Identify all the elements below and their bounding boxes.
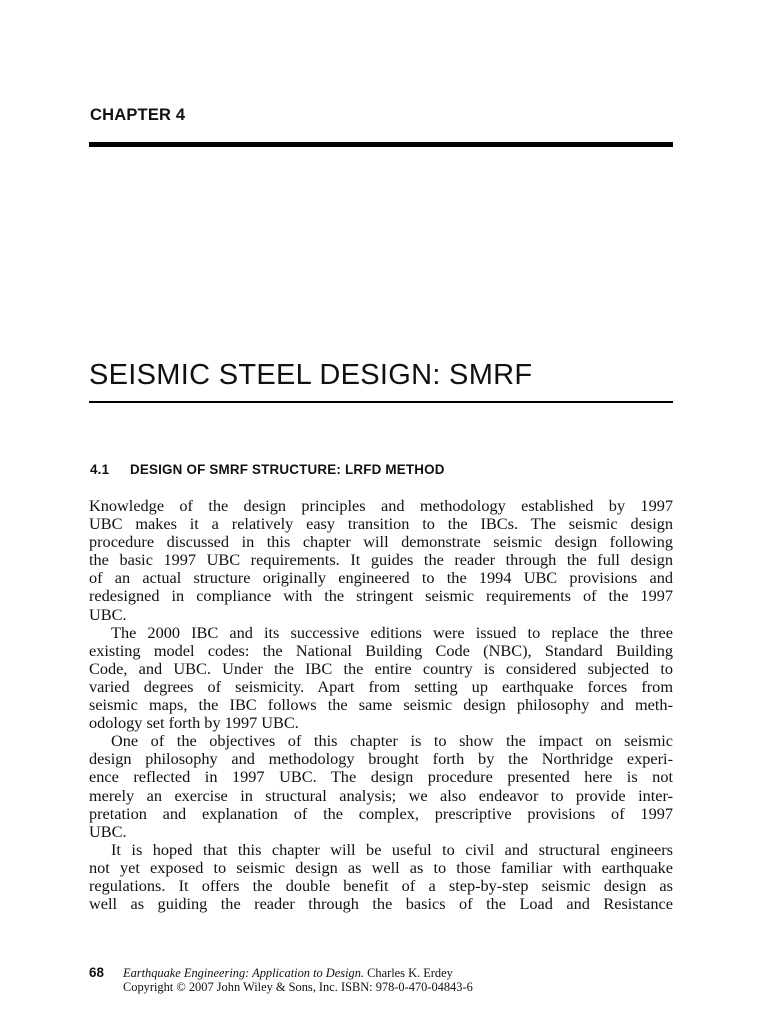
body-text — [89, 497, 673, 913]
body-line: redesigned in compliance with the stringent seismic requirements of the 1997 — [89, 586, 673, 606]
page-number: 68 — [89, 965, 104, 980]
chapter-label: CHAPTER 4 — [90, 106, 186, 124]
body-line: UBC. — [89, 821, 127, 841]
body-line: pretation and explanation of the complex, prescriptive provisions of 1997 — [89, 803, 673, 823]
section-number: 4.1 — [90, 462, 110, 477]
book-author: Charles K. Erdey — [367, 966, 453, 980]
body-line: UBC. — [89, 604, 127, 624]
body-line: seismic maps, the IBC follows the same seismic design philosophy and meth- — [89, 695, 673, 715]
citation-line — [123, 966, 453, 980]
body-line: One of the objectives of this chapter is to show the impact on seismic — [111, 731, 673, 751]
section-title: DESIGN OF SMRF STRUCTURE: LRFD METHOD — [130, 462, 445, 477]
body-line: of an actual structure originally engineered to the 1994 UBC provisions and — [89, 568, 673, 588]
body-line: design philosophy and methodology brought forth by the Northridge experi- — [89, 749, 673, 769]
body-line: not yet exposed to seismic design as well as to those familiar with earthquake — [89, 857, 673, 877]
body-line: existing model codes: the National Building Code (NBC), Standard Building — [89, 640, 673, 660]
body-line: well as guiding the reader through the basics of the Load and Resistance — [89, 894, 673, 914]
body-line: varied degrees of seismicity. Apart from setting up earthquake forces from — [89, 676, 673, 696]
body-line: odology set forth by 1997 UBC. — [89, 713, 299, 733]
body-line: ence reflected in 1997 UBC. The design procedure presented here is not — [89, 767, 673, 787]
body-line: the basic 1997 UBC requirements. It guides the reader through the full design — [89, 550, 673, 570]
copyright-line: Copyright © 2007 John Wiley & Sons, Inc. ISBN: 978-0-470-04843-6 — [123, 980, 473, 994]
body-line: It is hoped that this chapter will be useful to civil and structural engineers — [111, 839, 673, 859]
chapter-divider-thick — [89, 142, 673, 147]
body-line: procedure discussed in this chapter will demonstrate seismic design following — [89, 532, 673, 552]
chapter-divider-thin — [89, 401, 673, 403]
body-line: Knowledge of the design principles and methodology established by 1997 — [89, 496, 673, 515]
body-line: Code, and UBC. Under the IBC the entire country is considered subjected to — [89, 658, 673, 678]
body-line: The 2000 IBC and its successive editions were issued to replace the three — [111, 622, 673, 642]
body-line: UBC makes it a relatively easy transition to the IBCs. The seismic design — [89, 514, 673, 534]
book-title: Earthquake Engineering: Application to Design. — [123, 966, 365, 980]
body-line: regulations. It offers the double benefit of a step-by-step seismic design as — [89, 875, 673, 895]
section-heading — [90, 462, 445, 477]
body-line: merely an exercise in structural analysis; we also endeavor to provide inter- — [89, 785, 673, 805]
chapter-title: SEISMIC STEEL DESIGN: SMRF — [89, 359, 533, 391]
